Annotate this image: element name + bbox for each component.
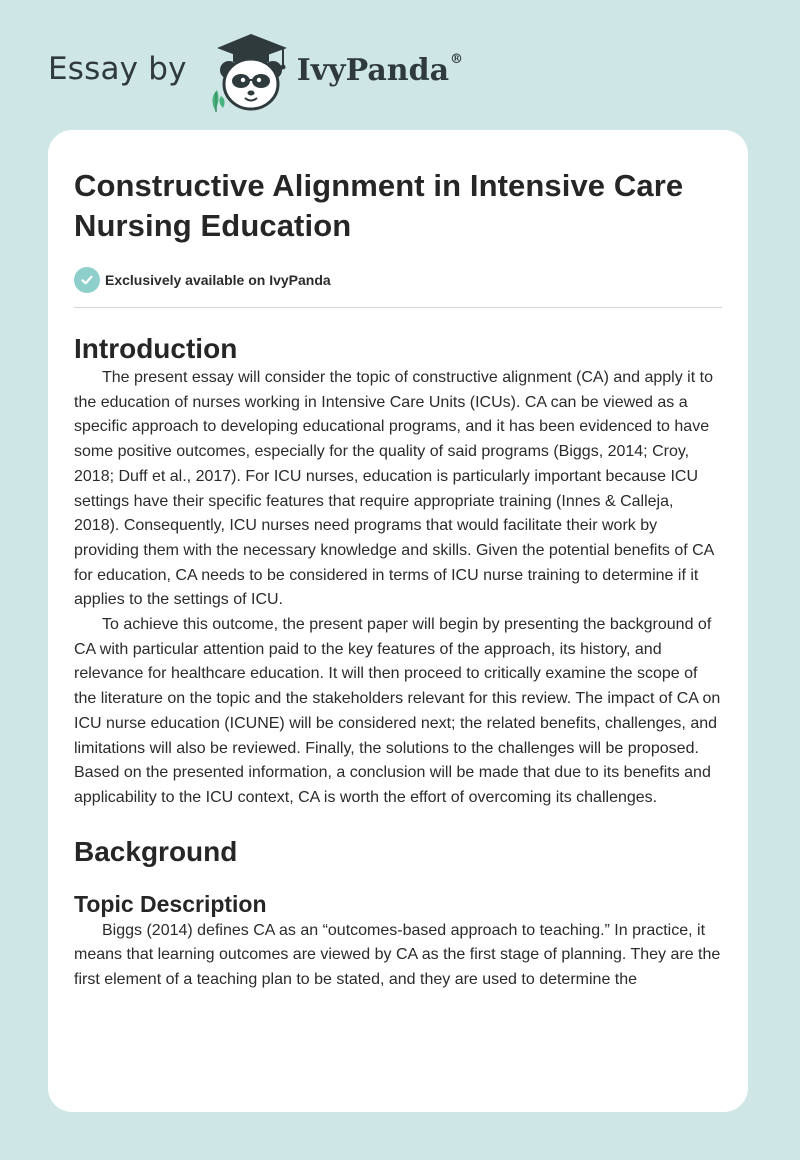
panda-graduate-logo-icon[interactable]	[203, 30, 293, 114]
site-header	[48, 30, 463, 114]
intro-paragraph-2: To achieve this outcome, the present paper will begin by presenting the background of CA with particular attention paid to the key features of the approach, its history, and relevance for healthcare education. It will then proceed to critically examine the scope of the literature on the topic and the stakeholders relevant for this review. The impact of CA on ICU nurse education (ICUNE) will be considered next; the related benefits, challenges, and limitations will also be reviewed. Finally, the solutions to the challenges will be proposed. Based on the presented information, a conclusion will be made that due to its benefits and applicability to the ICU context, CA is worth the effort of overcoming its challenges.	[74, 616, 721, 806]
exclusive-badge	[74, 266, 722, 294]
brand-name-text: IvyPanda	[296, 52, 450, 88]
introduction-heading: Introduction	[74, 333, 238, 364]
brand-name[interactable]	[297, 53, 463, 88]
topic-paragraph-1: Biggs (2014) defines CA as an “outcomes-based approach to teaching.” In practice, it means that learning outcomes are viewed by CA as the first stage of planning. They are the first element of a teaching plan to be stated, and they are used to determine the	[74, 921, 721, 989]
essay-card	[48, 130, 748, 1112]
title-divider	[74, 307, 722, 308]
essay-title: Constructive Alignment in Intensive Care Nursing Education	[74, 168, 684, 243]
check-circle-icon	[74, 267, 100, 293]
intro-paragraph-1: The present essay will consider the topic of constructive alignment (CA) and apply it to the education of nurses working in Intensive Care Units (ICUs). CA can be viewed as a specific approach to developing educational programs, and it has been evidenced to have some positive outcomes, especially for the quality of said programs (Biggs, 2014; Croy, 2018; Duff et al., 2017). For ICU nurses, education is particularly important because ICU settings have their specific features that require appropriate training (Innes & Calleja, 2018). Consequently, ICU nurses need programs that would facilitate their work by providing them with the necessary knowledge and skills. Given the potential benefits of CA for education, CA needs to be considered in terms of ICU nurse training to determine if it applies to the settings of ICU.	[74, 369, 714, 609]
exclusive-badge-text: Exclusively available on IvyPanda	[105, 272, 331, 288]
essay-by-label: Essay by	[48, 51, 187, 87]
background-heading: Background	[74, 835, 238, 867]
registered-mark: ®	[450, 51, 464, 67]
topic-description-heading: Topic Description	[74, 890, 267, 917]
